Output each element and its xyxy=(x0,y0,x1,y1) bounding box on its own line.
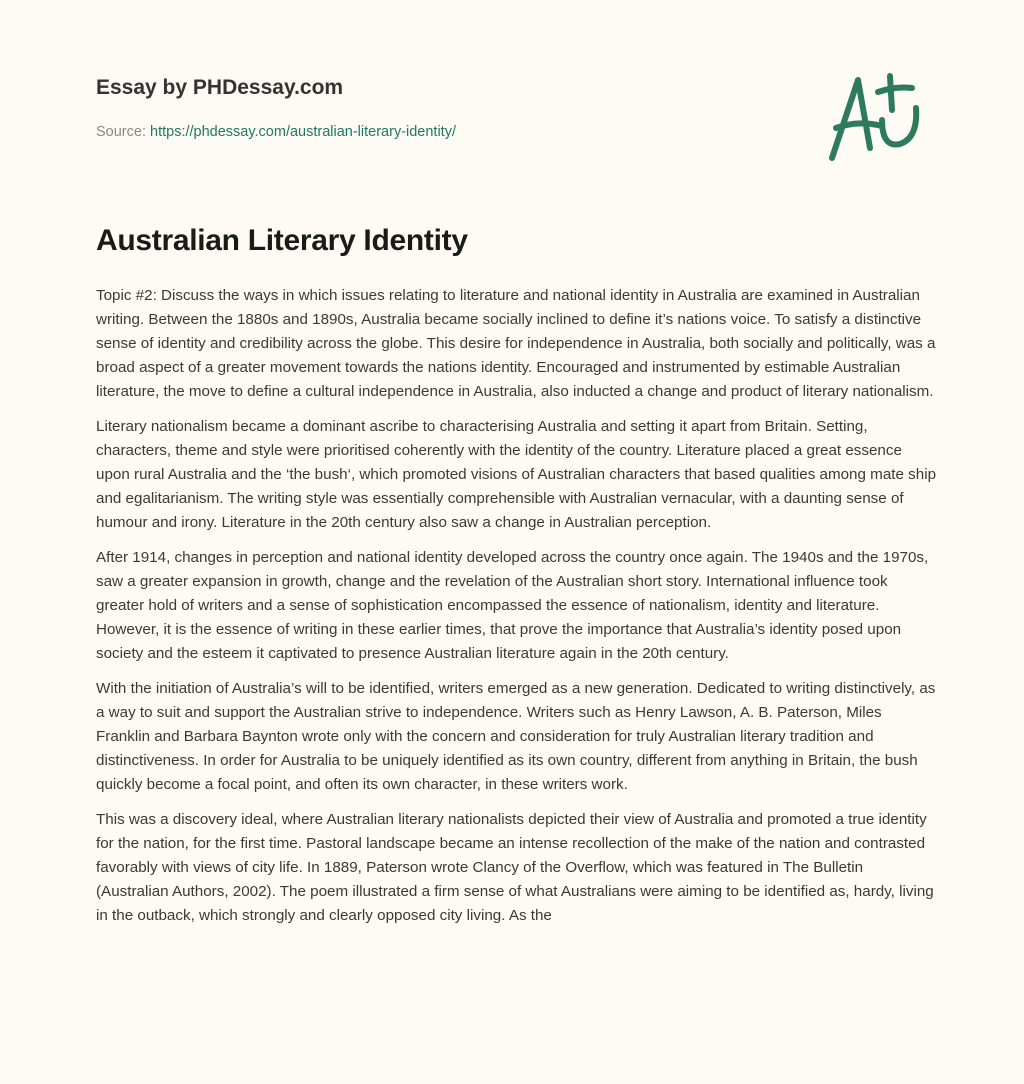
essay-title: Australian Literary Identity xyxy=(96,224,468,257)
source-label: Source: xyxy=(96,124,146,140)
source-line xyxy=(96,124,456,140)
essay-paragraph: Literary nationalism became a dominant ascribe to characterising Australia and setting it apart from Britain. Setting, characters, theme and style were prioritised coherently with the identity of the country. Literature placed a great essence upon rural Australia and the ‘the bush‘, which promoted visions of Australian characters that based qualities among mate ship and egalitarianism. The writing style was essentially comprehensible with Australian vernacular, with a daunting sense of humour and irony. Literature in the 20th century also saw a change in Australian perception. xyxy=(96,418,937,531)
essay-body xyxy=(96,284,936,939)
essay-paragraph: With the initiation of Australia’s will to be identified, writers emerged as a new generation. Dedicated to writing distinctively, as a way to suit and support the Australian strive to independence. Writers such as Henry Lawson, A. B. Paterson, Miles Franklin and Barbara Baynton wrote only with the concern and consideration for truly Australian literary tradition and distinctiveness. In order for Australia to be uniquely identified as its own country, different from anything in Britain, the bush quickly become a focal point, and often its own character, in these writers work. xyxy=(96,680,936,793)
essay-paragraph: Topic #2: Discuss the ways in which issues relating to literature and national identity in Australia are examined in Australian writing. Between the 1880s and 1890s, Australia became socially inclined to define it’s nations voice. To satisfy a distinctive sense of identity and credibility across the globe. This desire for independence in Australia, both socially and politically, was a broad aspect of a greater movement towards the nations identity. Encouraged and instrumented by estimable Australian literature, the move to define a cultural independence in Australia, also inducted a change and product of literary nationalism. xyxy=(96,287,936,400)
source-link[interactable]: https://phdessay.com/australian-literary-identity/ xyxy=(150,124,456,140)
essay-paragraph: This was a discovery ideal, where Australian literary nationalists depicted their view of Australia and promoted a true identity for the nation, for the first time. Pastoral landscape became an intense recollection of the make of the nation and contrasted favorably with views of city life. In 1889, Paterson wrote Clancy of the Overflow, which was featured in The Bulletin (Australian Authors, 2002). The poem illustrated a firm sense of what Australians were aiming to be identified as, hardy, living in the outback, which strongly and clearly opposed city living. As the xyxy=(96,811,934,924)
site-title: Essay by PHDessay.com xyxy=(96,76,344,99)
essay-paragraph: After 1914, changes in perception and national identity developed across the country once again. The 1940s and the 1970s, saw a greater expansion in growth, change and the revelation of the Australian short story. International influence took greater hold of writers and a sense of sophistication encompassed the essence of nationalism, identity and literature. However, it is the essence of writing in these earlier times, that prove the importance that Australia’s identity posed upon society and the esteem it captivated to presence Australian literature again in the 20th century. xyxy=(96,549,929,662)
a-plus-logo-icon xyxy=(820,68,930,168)
